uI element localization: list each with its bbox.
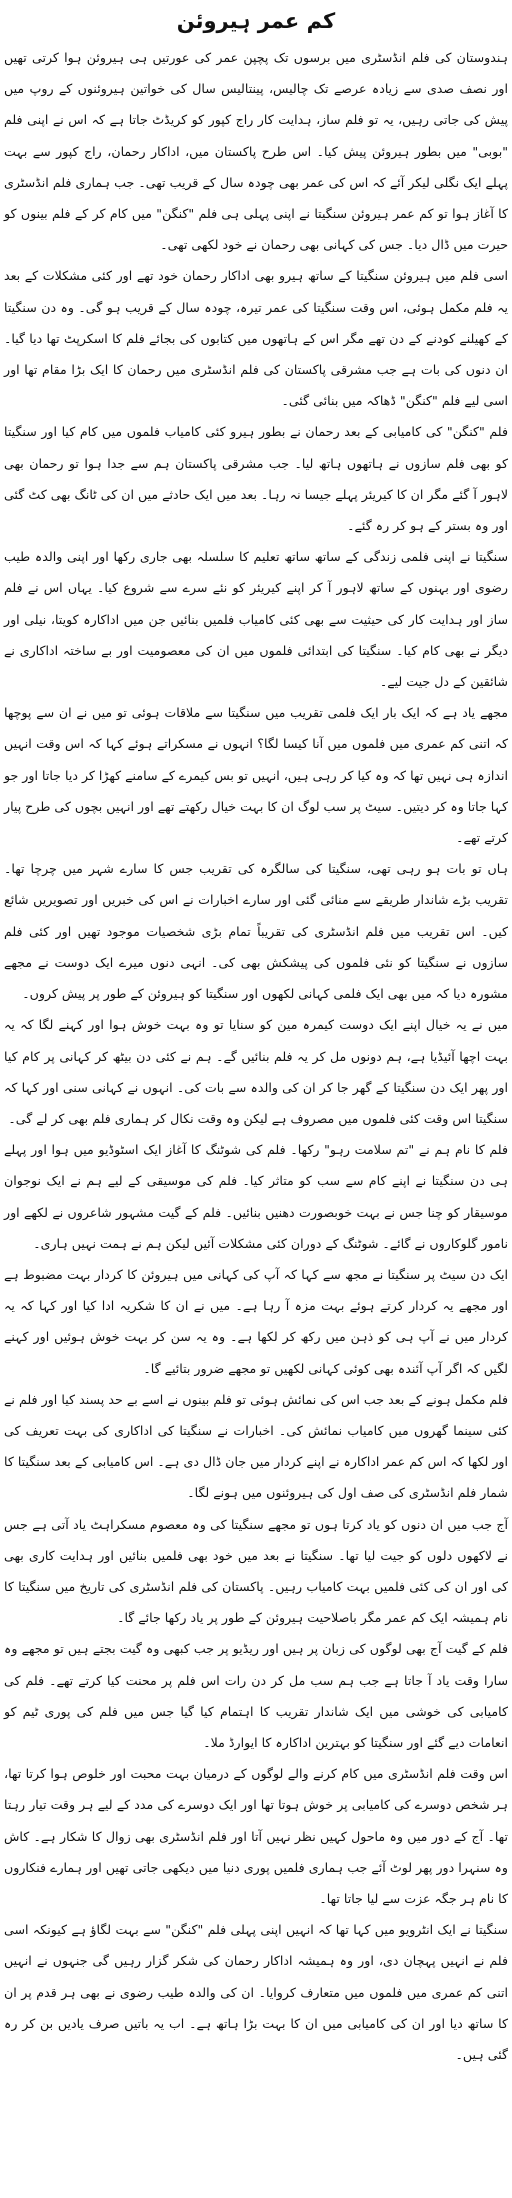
article-paragraph: فلم کے گیت آج بھی لوگوں کی زبان پر ہیں اور ریڈیو پر جب کبھی وہ گیت بجتے ہیں تو مجھے وہ سارا وقت یاد آ جاتا ہے جب ہم سب مل کر دن رات اس فلم پر محنت کیا کرتے تھے۔ فلم کی کامیابی کی خوشی میں ایک شاندار تقریب کا اہتمام کیا گیا جس میں فلم کی پوری ٹیم کو انعامات دیے گئے اور سنگیتا کو بہترین اداکارہ کا ایوارڈ ملا۔ — [4, 1641, 508, 1750]
article-paragraph: ہاں تو بات ہو رہی تھی، سنگیتا کی سالگرہ کی تقریب جس کا سارے شہر میں چرچا تھا۔ تقریب بڑے شاندار طریقے سے منائی گئی اور سارے اخبارات نے اس کی خبریں اور تصویریں شائع کیں۔ اس تقریب میں فلم انڈسٹری کی تقریباً تمام بڑی شخصیات موجود تھیں اور کئی فلم سازوں نے سنگیتا کو نئی فلموں کی پیشکش بھی کی۔ انہی دنوں میرے ایک دوست نے مجھے مشورہ دیا کہ میں بھی ایک فلمی کہانی لکھوں اور سنگیتا کو ہیروئن کے طور پر پیش کروں۔ — [4, 861, 508, 1002]
article-paragraph: اس وقت فلم انڈسٹری میں کام کرنے والے لوگوں کے درمیان بہت محبت اور خلوص ہوا کرتا تھا، ہر شخص دوسرے کی کامیابی پر خوش ہوتا تھا اور ایک دوسرے کی مدد کے لیے ہر وقت تیار رہتا تھا۔ آج کے دور میں وہ ماحول کہیں نظر نہیں آتا اور فلم انڈسٹری بھی زوال کا شکار ہے۔ کاش وہ سنہرا دور پھر لوٹ آئے جب ہماری فلمیں پوری دنیا میں دیکھی جاتی تھیں اور ہمارے فنکاروں کا نام ہر جگہ عزت سے لیا جاتا تھا۔ — [4, 1766, 508, 1906]
article-paragraph: سنگیتا نے اپنی فلمی زندگی کے ساتھ ساتھ تعلیم کا سلسلہ بھی جاری رکھا اور اپنی والدہ طیب رضوی اور بہنوں کے ساتھ لاہور آ کر اپنے کیریئر کو نئے سرے سے شروع کیا۔ یہاں اس نے فلم ساز اور ہدایت کار کی حیثیت سے بھی کئی کامیاب فلمیں بنائیں جن میں اداکارہ کویتا، نیلی اور دیگر نے بھی کام کیا۔ سنگیتا کی ابتدائی فلموں میں ان کی معصومیت اور بے ساختہ اداکاری نے شائقین کے دل جیت لیے۔ — [4, 549, 508, 690]
article-paragraph: ہندوستان کی فلم انڈسٹری میں برسوں تک پچپن عمر کی عورتیں ہی ہیروئن ہوا کرتی تھیں اور نصف صدی سے زیادہ عرصے تک چالیس، پینتالیس سال کی خواتین ہیروئنوں کے روپ میں پیش کی جاتی رہیں، یہ تو فلم ساز، ہدایت کار راج کپور کو کریڈٹ جاتا ہے کہ اس نے اپنی فلم "بوبی" میں بطور ہیروئن پیش کیا۔ اس طرح پاکستان میں، اداکار رحمان، راج کپور سے بہت پہلے ایک نگلی لیکر آئے کہ اس کی عمر بھی چودہ سال کے قریب تھی۔ جب ہماری فلم انڈسٹری کا آغاز ہوا تو کم عمر ہیروئن سنگیتا نے اپنی پہلی ہی فلم "کنگن" میں کام کر کے فلم بینوں کو حیرت میں ڈال دیا۔ جس کی کہانی بھی رحمان نے خود لکھی تھی۔ — [4, 50, 508, 253]
article-paragraph: فلم مکمل ہونے کے بعد جب اس کی نمائش ہوئی تو فلم بینوں نے اسے بے حد پسند کیا اور فلم نے کئی سینما گھروں میں کامیاب نمائش کی۔ اخبارات نے سنگیتا کی اداکاری کی بہت تعریف کی اور لکھا کہ اس کم عمر اداکارہ نے اپنے کردار میں جان ڈال دی ہے۔ اس کامیابی کے بعد سنگیتا کا شمار فلم انڈسٹری کی صف اول کی ہیروئنوں میں ہونے لگا۔ — [4, 1391, 508, 1501]
article-paragraph: فلم "کنگن" کی کامیابی کے بعد رحمان نے بطور ہیرو کئی کامیاب فلموں میں کام کیا اور سنگیتا کو بھی فلم سازوں نے ہاتھوں ہاتھ لیا۔ جب مشرقی پاکستان ہم سے جدا ہوا تو رحمان بھی لاہور آ گئے مگر ان کا کیریئر پہلے جیسا نہ رہا۔ بعد میں ایک حادثے میں ان کی ٹانگ بھی کٹ گئی اور وہ بستر کے ہو کر رہ گئے۔ — [4, 424, 508, 534]
article-paragraph: ایک دن سیٹ پر سنگیتا نے مجھ سے کہا کہ آپ کی کہانی میں ہیروئن کا کردار بہت مضبوط ہے اور مجھے یہ کردار کرتے ہوئے بہت مزہ آ رہا ہے۔ میں نے ان کا شکریہ ادا کیا اور کہا کہ یہ کردار میں نے آپ ہی کو ذہن میں رکھ کر لکھا ہے۔ وہ یہ سن کر بہت خوش ہوئیں اور کہنے لگیں کہ اگر آپ آئندہ بھی کوئی کہانی لکھیں تو مجھے ضرور بتائیے گا۔ — [4, 1266, 508, 1376]
article-paragraph: سنگیتا نے ایک انٹرویو میں کہا تھا کہ انہیں اپنی پہلی فلم "کنگن" سے بہت لگاؤ ہے کیونکہ اسی فلم نے انہیں پہچان دی، اور وہ ہمیشہ اداکار رحمان کی شکر گزار رہیں گی جنہوں نے انہیں اتنی کم عمری میں فلموں میں متعارف کروایا۔ ان کی والدہ طیب رضوی نے بھی ہر قدم پر ان کا ساتھ دیا اور ان کی کامیابی میں ان کا بہت بڑا ہاتھ ہے۔ اب یہ باتیں صرف یادیں بن کر رہ گئی ہیں۔ — [4, 1922, 508, 2062]
article-headline: کم عمر ہیروئن — [176, 9, 336, 33]
article-paragraph: میں نے یہ خیال اپنے ایک دوست کیمرہ مین کو سنایا تو وہ بہت خوش ہوا اور کہنے لگا کہ یہ بہت اچھا آئیڈیا ہے، ہم دونوں مل کر یہ فلم بنائیں گے۔ ہم نے کئی دن بیٹھ کر کہانی پر کام کیا اور پھر ایک دن سنگیتا کے گھر جا کر ان کی والدہ سے بات کی۔ انہوں نے کہانی سنی اور کہا کہ سنگیتا اس وقت کئی فلموں میں مصروف ہے لیکن وہ وقت نکال کر ہماری فلم بھی کر لے گی۔ — [4, 1017, 508, 1126]
article-paragraph: مجھے یاد ہے کہ ایک بار ایک فلمی تقریب میں سنگیتا سے ملاقات ہوئی تو میں نے ان سے پوچھا کہ اتنی کم عمری میں فلموں میں آنا کیسا لگا؟ انہوں نے مسکراتے ہوئے کہا کہ اس وقت انہیں اندازہ ہی نہیں تھا کہ وہ کیا کر رہی ہیں، انہیں تو بس کیمرے کے سامنے کھڑا کر دیا جاتا اور جو کہا جاتا وہ کر دیتیں۔ سیٹ پر سب لوگ ان کا بہت خیال رکھتے تھے اور انہیں بچوں کی طرح پیار کرتے تھے۔ — [4, 705, 508, 846]
article-paragraph: فلم کا نام ہم نے "تم سلامت رہو" رکھا۔ فلم کی شوٹنگ کا آغاز ایک اسٹوڈیو میں ہوا اور پہلے ہی دن سنگیتا نے اپنے کام سے سب کو متاثر کیا۔ فلم کی موسیقی کے لیے ہم نے ایک نوجوان موسیقار کو چنا جس نے بہت خوبصورت دھنیں بنائیں۔ فلم کے گیت مشہور شاعروں نے لکھے اور نامور گلوکاروں نے گائے۔ شوٹنگ کے دوران کئی مشکلات آئیں لیکن ہم نے ہمت نہیں ہاری۔ — [4, 1142, 508, 1251]
article-body — [4, 42, 508, 2070]
article-paragraph: اسی فلم میں ہیروئن سنگیتا کے ساتھ ہیرو بھی اداکار رحمان خود تھے اور کئی مشکلات کے بعد یہ فلم مکمل ہوئی، اس وقت سنگیتا کی عمر تیرہ، چودہ سال کے قریب ہو گی۔ وہ دن سنگیتا کے کھیلنے کودنے کے دن تھے مگر اس کے ہاتھوں میں کتابوں کی بجائے فلم کا اسکرپٹ تھا دیا گیا۔ ان دنوں کی بات ہے جب مشرقی پاکستان کی فلم انڈسٹری میں رحمان کا ایک بڑا مقام تھا اور اسی لیے فلم "کنگن" ڈھاکہ میں بنائی گئی۔ — [4, 268, 508, 409]
article-paragraph: آج جب میں ان دنوں کو یاد کرتا ہوں تو مجھے سنگیتا کی وہ معصوم مسکراہٹ یاد آتی ہے جس نے لاکھوں دلوں کو جیت لیا تھا۔ سنگیتا نے بعد میں خود بھی فلمیں بنائیں اور ہدایت کاری بھی کی اور ان کی کئی فلمیں بہت کامیاب رہیں۔ پاکستان کی فلم انڈسٹری کی تاریخ میں سنگیتا کا نام ہمیشہ ایک کم عمر مگر باصلاحیت ہیروئن کے طور پر یاد رکھا جائے گا۔ — [4, 1516, 508, 1626]
